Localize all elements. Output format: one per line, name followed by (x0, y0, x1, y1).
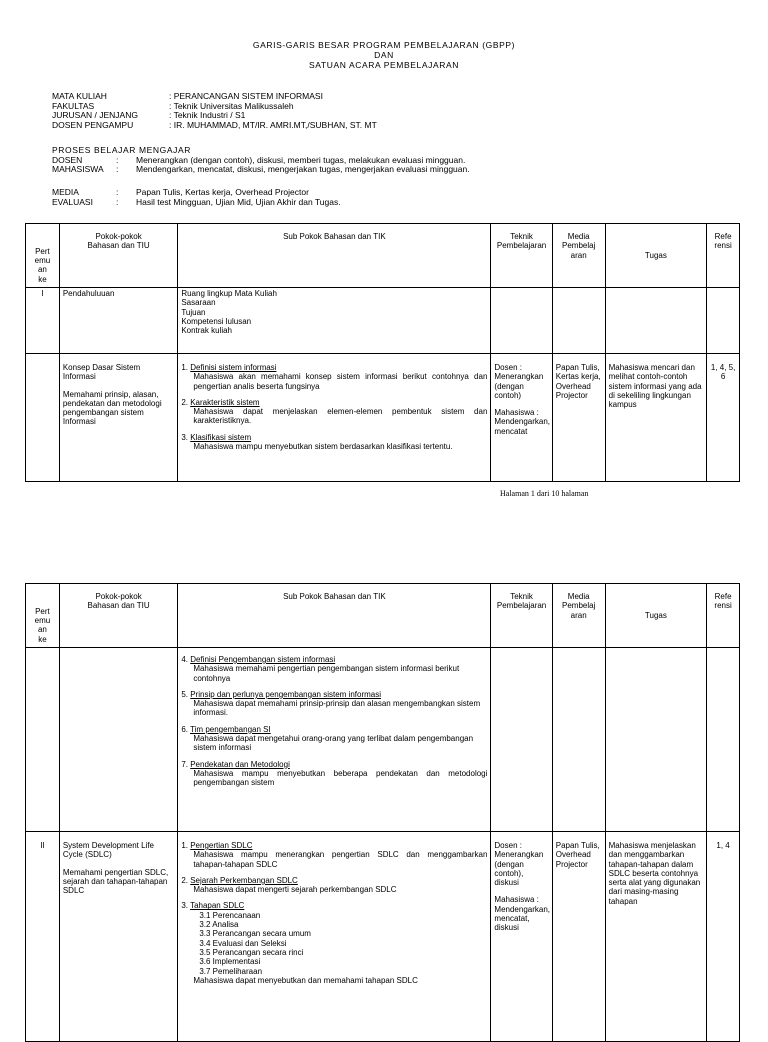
doc-title-line3: SATUAN ACARA PEMBELAJARAN (309, 60, 459, 70)
cell-tugas: Mahasiswa mencari dan melihat contoh-contoh sistem informasi yang ada di sekeliling lingkungan kampus (605, 354, 707, 482)
cell-pertemuan (26, 648, 60, 832)
item-num: 7. (181, 759, 188, 769)
teknik-mhs-label: Mahasiswa : (494, 895, 539, 905)
tahapan-item: 3.4 Evaluasi dan Seleksi (199, 938, 287, 948)
header-tugas: Tugas (605, 584, 707, 648)
header-teknik: Teknik Pembelajaran (491, 224, 552, 288)
table-header-row (26, 224, 740, 288)
sub-line: Tujuan (181, 307, 206, 317)
proses-value: Menerangkan (dengan contoh), diskusi, memberi tugas, melakukan evaluasi mingguan. (136, 154, 466, 165)
evaluasi-label: EVALUASI (52, 197, 93, 207)
info-label: DOSEN PENGAMPU (52, 119, 134, 130)
cell-teknik (491, 832, 552, 1042)
header-pokok: Pokok-pokok Bahasan dan TIU (59, 224, 177, 288)
table-row (26, 832, 740, 1042)
cell-sub (178, 354, 491, 482)
colon: : (116, 197, 119, 207)
teknik-dosen-value: Menerangkan (dengan contoh), diskusi (494, 850, 544, 888)
item-title: Sejarah Perkembangan SDLC (190, 875, 298, 885)
proses-heading: PROSES BELAJAR MENGAJAR (52, 145, 191, 155)
cell-media: Papan Tulis, Kertas kerja, Overhead Projector (552, 354, 605, 482)
header-teknik: Teknik Pembelajaran (491, 584, 552, 648)
colon: : (116, 187, 119, 197)
cell-sub (178, 288, 491, 354)
item-num: 3. (181, 901, 188, 911)
media-label: MEDIA (52, 187, 79, 197)
item-desc: Mahasiswa dapat menjelaskan elemen-elemen pembentuk sistem dan karakteristiknya. (193, 407, 488, 426)
item-desc: Mahasiswa dapat memahami prinsip-prinsip dan alasan mengembangkan sistem informasi. (193, 699, 481, 718)
cell-tugas (605, 288, 707, 354)
sub-line: Sasaraan (181, 298, 216, 308)
table-header-row (26, 584, 740, 648)
info-label: FAKULTAS (52, 100, 95, 111)
item-title: Definisi sistem informasi (190, 363, 277, 372)
info-label: JURUSAN / JENJANG (52, 110, 138, 120)
item-num: 6. (181, 724, 188, 734)
sub-line: Kontrak kuliah (181, 326, 233, 336)
tahapan-item: 3.3 Perancangan secara umum (199, 929, 311, 939)
item-desc: Mahasiswa mampu menyebutkan sistem berdasarkan klasifikasi tertentu. (193, 442, 453, 452)
doc-title-line2: DAN (374, 50, 394, 60)
cell-pertemuan: I (26, 288, 60, 354)
cell-ref: 1, 4, 5, 6 (707, 354, 740, 482)
colon: : (116, 154, 119, 165)
teknik-dosen-value: Menerangkan (dengan contoh) (494, 372, 544, 400)
item-desc: Mahasiswa dapat mengetahui orang-orang yang terlibat dalam pengembangan sistem informasi (193, 734, 474, 753)
header-referensi: Refe rensi (707, 584, 740, 648)
item-title: Prinsip dan perlunya pengembangan sistem informasi (190, 689, 381, 699)
info-value: : PERANCANGAN SISTEM INFORMASI (169, 91, 323, 101)
cell-pokok (59, 354, 177, 482)
item-desc: Mahasiswa akan memahami konsep sistem informasi berikut contohnya dan pengertian analis beserta fungsinya (193, 372, 488, 391)
item-num: 2. (181, 875, 188, 885)
page-footer: Halaman 1 dari 10 halaman (500, 489, 589, 498)
cell-ref (707, 288, 740, 354)
cell-teknik (491, 648, 552, 832)
tahapan-item: 3.2 Analisa (199, 920, 239, 930)
gbpp-table-page1 (25, 223, 740, 482)
header-pertemuan: Pert emu an ke (26, 224, 60, 288)
info-value: : Teknik Universitas Malikussaleh (169, 100, 294, 111)
cell-media: Papan Tulis, Overhead Projector (552, 832, 605, 1042)
cell-pokok (59, 648, 177, 832)
header-sub: Sub Pokok Bahasan dan TIK (178, 584, 491, 648)
info-label: MATA KULIAH (52, 91, 107, 101)
cell-pokok (59, 832, 177, 1042)
proses-value: Mendengarkan, mencatat, diskusi, mengerjakan tugas, mengerjakan evaluasi mingguan. (136, 164, 470, 174)
tahapan-item: 3.7 Pemeliharaan (199, 966, 263, 976)
cell-sub (178, 648, 491, 832)
item-title: Pendekatan dan Metodologi (190, 759, 290, 769)
item-desc: Mahasiswa memahami pengertian pengembangan sistem informasi berikut contohnya (193, 664, 460, 683)
proses-label: MAHASISWA (52, 164, 104, 174)
cell-teknik (491, 288, 552, 354)
sub-line: Ruang lingkup Mata Kuliah (181, 289, 277, 298)
item-num: 1. (181, 363, 188, 372)
pokok-tiu: Memahami pengertian SDLC, sejarah dan tahapan-tahapan SDLC (62, 867, 169, 896)
table-row (26, 648, 740, 832)
item-title: Tim pengembangan SI (190, 724, 271, 734)
media-value: Papan Tulis, Kertas kerja, Overhead Projector (136, 187, 309, 197)
item-title: Klasifikasi sistem (190, 432, 252, 442)
item-title: Tahapan SDLC (190, 901, 245, 911)
cell-sub (178, 832, 491, 1042)
item-title: Karakteristik sistem (190, 397, 260, 407)
pokok-title: System Development Life Cycle (SDLC) (62, 841, 154, 860)
cell-pokok: Pendahuluuan (59, 288, 177, 354)
cell-ref: 1, 4 (707, 832, 740, 1042)
item-num: 4. (181, 655, 188, 664)
item-desc: Mahasiswa mampu menyebutkan beberapa pendekatan dan metodologi pengembangan sistem (193, 768, 488, 788)
cell-pertemuan (26, 354, 60, 482)
header-referensi: Refe rensi (707, 224, 740, 288)
cell-pertemuan: II (26, 832, 60, 1042)
pokok-tiu: Memahami prinsip, alasan, pendekatan dan metodologi pengembangan sistem Informasi (62, 389, 162, 427)
tahapan-item: 3.6 Implementasi (199, 957, 261, 967)
header-tugas: Tugas (605, 224, 707, 288)
doc-title-line1: GARIS-GARIS BESAR PROGRAM PEMBELAJARAN (GBPP) (252, 40, 516, 50)
item-num: 3. (181, 432, 188, 442)
proses-section (52, 145, 470, 175)
item-num: 5. (181, 689, 188, 699)
cell-teknik (491, 354, 552, 482)
item-title: Pengertian SDLC (190, 841, 253, 850)
cell-tugas (605, 648, 707, 832)
item-desc: Mahasiswa mampu menerangkan pengertian SDLC dan menggambarkan tahapan-tahapan SDLC (193, 850, 488, 869)
cell-ref (707, 648, 740, 832)
info-value: : Teknik Industri / S1 (169, 110, 246, 120)
teknik-mhs-value: Mendengarkan, mencatat (494, 417, 550, 436)
tahapan-item: 3.5 Perancangan secara rinci (199, 947, 304, 957)
item-title: Definisi Pengembangan sistem informasi (190, 655, 336, 664)
header-media: Media Pembelaj aran (552, 224, 605, 288)
colon: : (116, 164, 119, 174)
teknik-mhs-label: Mahasiswa : (494, 408, 539, 418)
table-row (26, 354, 740, 482)
proses-label: DOSEN (52, 154, 83, 165)
teknik-dosen-label: Dosen : (494, 841, 522, 850)
header-media: Media Pembelaj aran (552, 584, 605, 648)
pokok-title: Konsep Dasar Sistem Informasi (62, 363, 141, 382)
tahapan-item: 3.1 Perencanaan (199, 910, 261, 920)
cell-media (552, 288, 605, 354)
item-num: 1. (181, 841, 188, 850)
header-pertemuan: Pert emu an ke (26, 584, 60, 648)
info-value: : IR. MUHAMMAD, MT/IR. AMRI.MT,/SUBHAN, ST. MT (169, 119, 377, 130)
tahapan-desc: Mahasiswa dapat menyebutkan dan memahami tahapan SDLC (193, 975, 418, 985)
teknik-dosen-label: Dosen : (494, 363, 522, 372)
table-row (26, 288, 740, 354)
evaluasi-value: Hasil test Mingguan, Ujian Mid, Ujian Akhir dan Tugas. (136, 197, 341, 207)
cell-media (552, 648, 605, 832)
gbpp-table-page2 (25, 583, 740, 1042)
teknik-mhs-value: Mendengarkan, mencatat, diskusi (494, 904, 550, 933)
header-sub: Sub Pokok Bahasan dan TIK (178, 224, 491, 288)
item-num: 2. (181, 397, 188, 407)
item-desc: Mahasiswa dapat mengerti sejarah perkembangan SDLC (193, 885, 397, 895)
cell-tugas: Mahasiswa menjelaskan dan menggambarkan tahapan-tahapan dalam SDLC beserta contohnya serta alat yang digunakan dari masing-masing tahapan (605, 832, 707, 1042)
sub-line: Kompetensi lulusan (181, 316, 252, 326)
header-pokok: Pokok-pokok Bahasan dan TIU (59, 584, 177, 648)
